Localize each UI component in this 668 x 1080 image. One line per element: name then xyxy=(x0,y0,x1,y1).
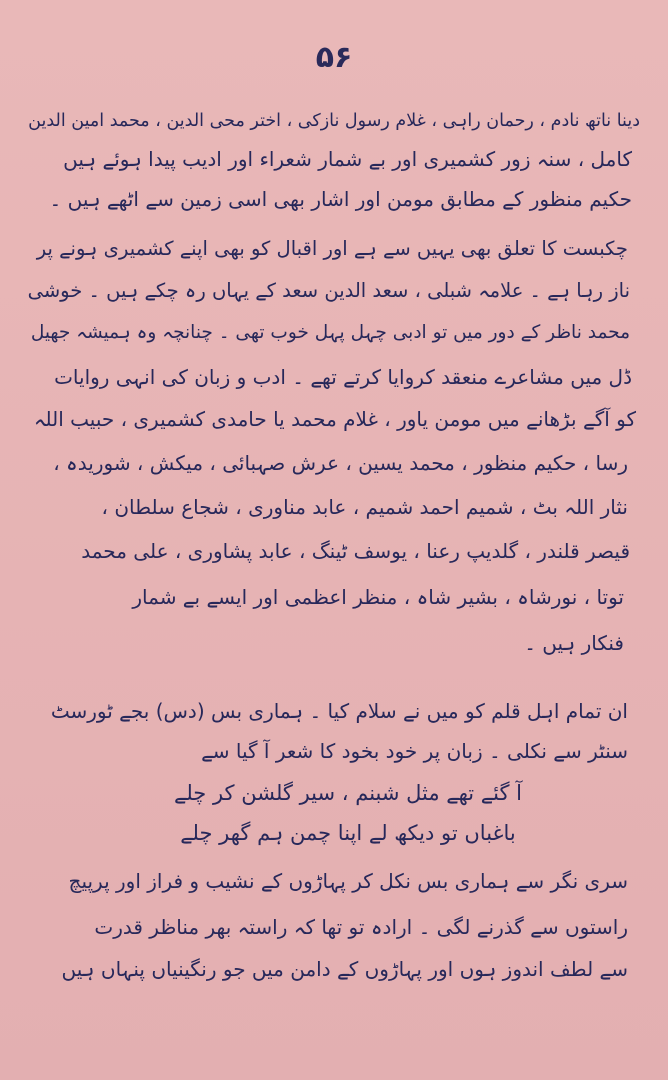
text-line: رسا ، حکیم منظور ، محمد یسین ، عرش صہبائی ، میکش ، شوریدہ ، xyxy=(53,451,628,475)
verse-line: آ گئے تھے مثل شبنم ، سیر گلشن کر چلے xyxy=(174,781,522,805)
page-number: ۵۶ xyxy=(315,40,353,75)
text-line: محمد ناظر کے دور میں تو ادبی چہل پہل خوب تھی ۔ چنانچہ وہ ہمیشہ جھیل xyxy=(30,322,630,343)
text-line: راستوں سے گذرنے لگی ۔ ارادہ تو تھا کہ راستہ بھر مناظر قدرت xyxy=(94,915,628,939)
verse-line: باغباں تو دیکھ لے اپنا چمن ہم گھر چلے xyxy=(180,821,516,845)
text-line: چکبست کا تعلق بھی یہیں سے ہے اور اقبال کو بھی اپنے کشمیری ہونے پر xyxy=(36,237,628,260)
text-line: کو آگے بڑھانے میں مومن یاور ، غلام محمد یا حامدی کشمیری ، حبیب اللہ xyxy=(33,407,636,431)
text-line: سنٹر سے نکلی ۔ زبان پر خود بخود کا شعر آ گیا سے xyxy=(201,739,628,763)
text-line: فنکار ہیں ۔ xyxy=(524,631,624,655)
text-line: ناز رہا ہے ۔ علامہ شبلی ، سعد الدین سعد کے یہاں رہ چکے ہیں ۔ خوشی xyxy=(27,279,630,302)
text-line: نثار اللہ بٹ ، شمیم احمد شمیم ، عابد مناوری ، شجاع سلطان ، xyxy=(101,495,628,519)
text-line: دینا ناتھ نادم ، رحمان راہی ، غلام رسول نازکی ، اختر محی الدین ، محمد امین الدین xyxy=(28,111,640,131)
text-line: قیصر قلندر ، گلدیپ رعنا ، یوسف ٹینگ ، عابد پشاوری ، علی محمد xyxy=(81,539,630,563)
text-line: ان تمام اہل قلم کو میں نے سلام کیا ۔ ہماری بس (دس) بجے ٹورسٹ xyxy=(50,699,628,723)
text-line: کامل ، سنہ زور کشمیری اور بے شمار شعراء اور ادیب پیدا ہوئے ہیں xyxy=(63,147,632,171)
text-line: ڈل میں مشاعرے منعقد کروایا کرتے تھے ۔ ادب و زبان کی انہی روایات xyxy=(54,365,632,389)
text-line: سری نگر سے ہماری بس نکل کر پہاڑوں کے نشیب و فراز اور پرپیچ xyxy=(68,869,628,893)
text-line: توتا ، نورشاہ ، بشیر شاہ ، منظر اعظمی اور ایسے بے شمار xyxy=(132,585,624,609)
text-line: سے لطف اندوز ہوں اور پہاڑوں کے دامن میں جو رنگینیاں پنہاں ہیں xyxy=(61,957,628,981)
text-line: حکیم منظور کے مطابق مومن اور اشار بھی اسی زمین سے اٹھے ہیں ۔ xyxy=(49,187,632,211)
